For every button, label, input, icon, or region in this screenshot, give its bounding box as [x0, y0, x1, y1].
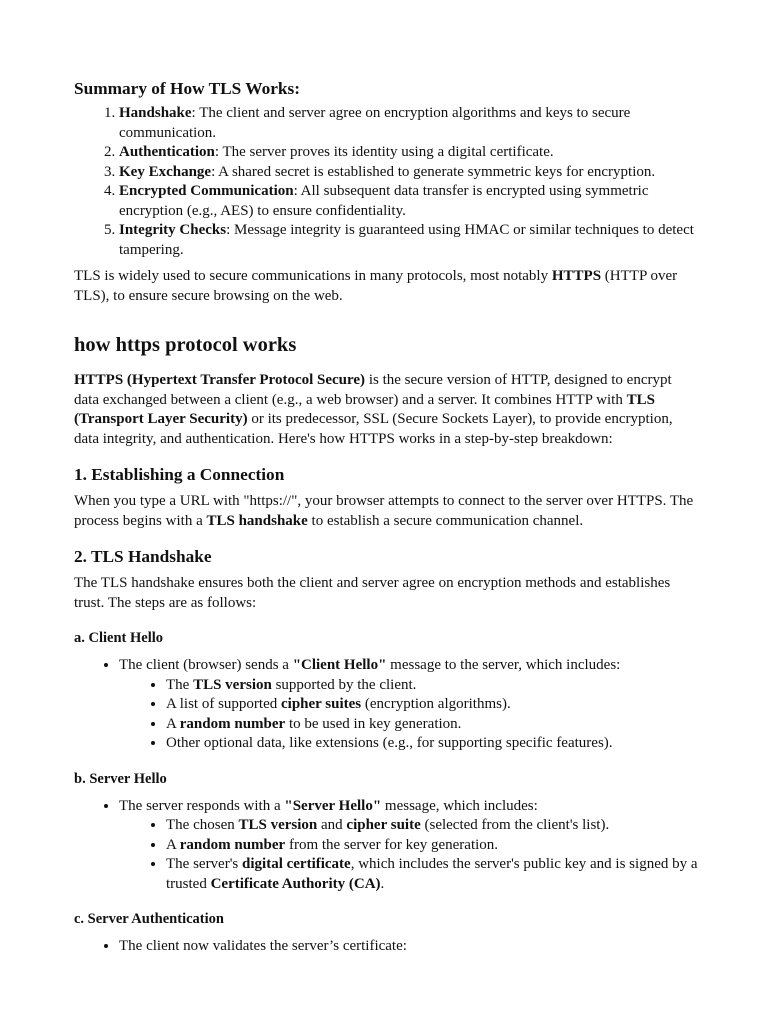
- list-item: • The TLS version supported by the client.: [166, 676, 698, 696]
- client-hello-list: [74, 656, 698, 754]
- server-auth-list: [74, 937, 698, 957]
- client-hello-sublist: [119, 676, 698, 754]
- list-item: 5. Integrity Checks: Message integrity is guaranteed using HMAC or similar techniques to detect tampering.: [119, 221, 698, 260]
- https-intro-paragraph: HTTPS (Hypertext Transfer Protocol Secure) is the secure version of HTTP, designed to encrypt data exchanged between a client (e.g., a web browser) and a server. It combines HTTP with TLS (Transport Layer Security) or its predecessor, SSL (Secure Sockets Layer), to provide encryption, data integrity, and authentication. Here's how HTTPS works in a step-by-step breakdown:: [74, 372, 673, 447]
- tls-usage-paragraph: TLS is widely used to secure communications in many protocols, most notably HTTPS (HTTP over TLS), to ensure secure browsing on the web.: [74, 268, 678, 304]
- section-2-heading: 2. TLS Handshake: [74, 547, 212, 566]
- list-item: • A random number to be used in key generation.: [166, 715, 698, 735]
- client-hello-heading: a. Client Hello: [74, 630, 164, 646]
- section-2-paragraph: The TLS handshake ensures both the client and server agree on encryption methods and establishes trust. The steps are as follows:: [74, 575, 671, 611]
- https-heading: how https protocol works: [74, 334, 297, 356]
- list-item: • Other optional data, like extensions (e.g., for supporting specific features).: [166, 734, 698, 754]
- server-hello-list: [74, 797, 698, 895]
- list-item: • A list of supported cipher suites (encryption algorithms).: [166, 695, 698, 715]
- list-item: • The client now validates the server’s certificate:: [119, 937, 698, 957]
- list-item: • The chosen TLS version and cipher suite (selected from the client's list).: [166, 816, 698, 836]
- list-item: • The client (browser) sends a "Client Hello" message to the server, which includes: • The TLS version supported by the client. • A list of supported cipher suites (encryption algorithms). • A random number to be used in key generation. • Other optional data, like extensions (e.g., for supporting specific features).: [119, 656, 698, 754]
- server-hello-heading: b. Server Hello: [74, 770, 167, 787]
- server-auth-heading: c. Server Authentication: [74, 911, 224, 927]
- list-item: • A random number from the server for key generation.: [166, 836, 698, 856]
- list-item: • The server's digital certificate, which includes the server's public key and is signed by a trusted Certificate Authority (CA).: [166, 855, 698, 894]
- list-item: 2. Authentication: The server proves its identity using a digital certificate.: [119, 143, 698, 163]
- summary-list: [74, 104, 698, 260]
- list-item: 1. Handshake: The client and server agree on encryption algorithms and keys to secure communication.: [119, 104, 698, 143]
- list-item: 3. Key Exchange: A shared secret is established to generate symmetric keys for encryption.: [119, 163, 698, 183]
- list-item: • The server responds with a "Server Hello" message, which includes: • The chosen TLS version and cipher suite (selected from the client's list). • A random number from the server for key generation. • The server's digital certificate, which includes the server's public key and is signed by a trusted Certificate Authority (CA).: [119, 797, 698, 895]
- summary-heading: Summary of How TLS Works:: [74, 79, 300, 98]
- list-item: 4. Encrypted Communication: All subsequent data transfer is encrypted using symmetric encryption (e.g., AES) to ensure confidentiality.: [119, 182, 698, 221]
- server-hello-sublist: [119, 816, 698, 894]
- section-1-paragraph: When you type a URL with "https://", your browser attempts to connect to the server over HTTPS. The process begins with a TLS handshake to establish a secure communication channel.: [74, 493, 694, 529]
- section-1-heading: 1. Establishing a Connection: [74, 465, 285, 484]
